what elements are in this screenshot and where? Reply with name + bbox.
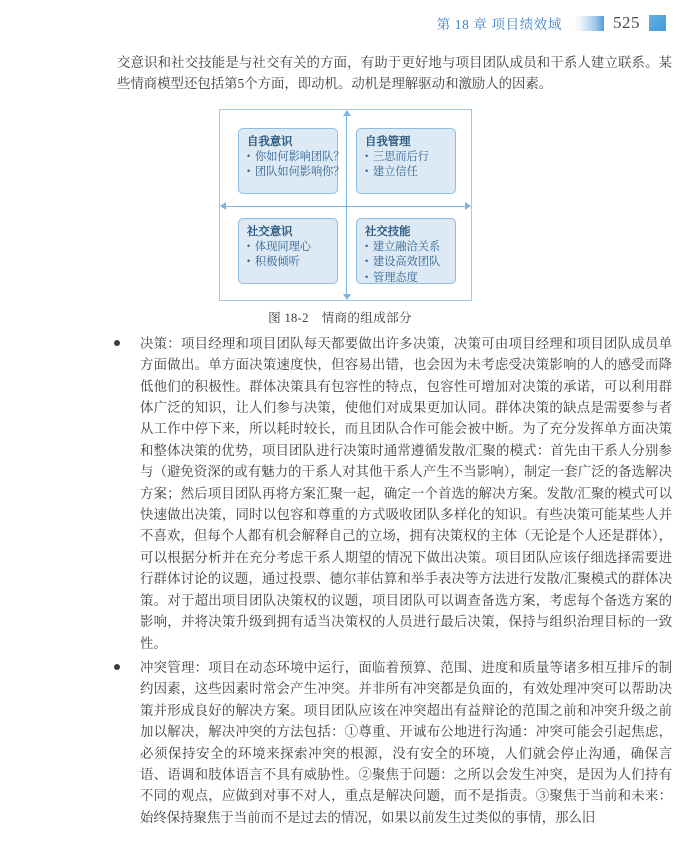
bullet-text: 冲突管理：项目在动态环境中运行，面临着预算、范围、进度和质量等诸多相互排斥的制约因素，这些因素时常会产生冲突。并非所有冲突都是负面的，有效处理冲突可以帮助决策并形成良好的解决方案。项目团队应该在冲突超出有益辩论的范围之前和冲突升级之前加以解决，解决冲突的方法包括：①尊重、开诚布公地进行沟通：冲突可能会引起焦虑，必须保持安全的环境来探索冲突的根源，没有安全的环境，人们就会停止沟通，确保言语、语调和肢体语言不具有威胁性。②聚焦于问题：之所以会发生冲突，是因为人们持有不同的观点，应做到对事不对人，重点是解决问题，而不是指责。③聚焦于当前和未来：始终保持聚焦于当前而不是过去的情况，如果以前发生过类似的事情，那么旧: [140, 659, 672, 825]
quadrant-item-list: [247, 239, 330, 270]
figure-emotional-intelligence: [0, 109, 680, 325]
list-item: • 你如何影响团队？: [247, 149, 330, 165]
quadrant-box-social-awareness: [238, 218, 338, 284]
list-item: • 建立信任: [365, 164, 448, 180]
header-gradient-bar-icon: [574, 16, 604, 31]
intro-paragraph: 交意识和社交技能是与社交有关的方面，有助于更好地与项目团队成员和干系人建立联系。某些情商模型还包括第5个方面，即动机。动机是理解驱动和激励人的因素。: [117, 55, 672, 92]
quadrant-box-social-skills: [356, 218, 456, 284]
bullet-item-conflict-management: [0, 657, 680, 828]
quadrant-item-list: [365, 239, 448, 286]
quadrant-box-self-awareness: [238, 128, 345, 194]
list-item: • 建立融洽关系: [365, 239, 448, 255]
bullet-item-decision-making: [0, 333, 680, 654]
quadrant-title: 自我意识: [247, 135, 293, 148]
quadrant-title: 自我管理: [365, 135, 411, 148]
arrow-right-icon: [465, 202, 471, 210]
list-item: • 体现同理心: [247, 239, 330, 255]
quadrant-title: 社交技能: [365, 225, 411, 238]
bullet-dot-icon: [114, 340, 120, 346]
bullet-dot-icon: [114, 664, 120, 670]
page-number: 525: [613, 13, 640, 32]
list-item: • 积极倾听: [247, 254, 330, 270]
quadrant-item-list: [247, 149, 345, 180]
header-accent-square-icon: [649, 15, 666, 31]
page-header: [0, 0, 680, 46]
horizontal-axis-line: [224, 206, 469, 207]
list-item: • 建设高效团队: [365, 254, 448, 270]
chapter-title: 第 18 章 项目绩效域: [436, 17, 562, 32]
quadrant-box-self-management: [356, 128, 456, 194]
arrow-up-icon: [343, 110, 351, 116]
figure-caption: 图 18-2 情商的组成部分: [268, 310, 412, 325]
quadrant-title: 社交意识: [247, 225, 293, 238]
arrow-left-icon: [220, 202, 226, 210]
list-item: • 三思而后行: [365, 149, 448, 165]
bullet-text: 决策：项目经理和项目团队每天都要做出许多决策，决策可由项目经理和项目团队成员单方面做出。单方面决策速度快，但容易出错，也会因为未考虑受决策影响的人的感受而降低他们的积极性。群体决策具有包容性的特点，包容性可增加对决策的承诺，可以利用群体广泛的知识，让人们参与决策，使他们对成果更加认同。群体决策的缺点是需要参与者从工作中停下来，所以耗时较长，而且团队合作可能会被中断。为了充分发挥单方面决策和整体决策的优势，项目团队进行决策时通常遵循发散/汇聚的模式：首先由干系人分别参与（避免资深的或有魅力的干系人对其他干系人产生不当影响），制定一套广泛的备选解决方案；然后项目团队再将方案汇聚一起，确定一个首选的解决方案。发散/汇聚的模式可以快速做出决策，同时以包容和尊重的方式吸收团队多样化的知识。有些决策可能某些人并不喜欢，但每个人都有机会解释自己的立场，拥有决策权的主体（无论是个人还是群体），可以根据分析并在充分考虑干系人期望的情况下做出决策。项目团队应该仔细选择需要进行群体讨论的议题，通过投票、德尔菲估算和举手表决等方法进行发散/汇聚模式的群体决策。对于超出项目团队决策权的议题，项目团队可以调查备选方案，考虑每个备选方案的影响，并将决策升级到拥有适当决策权的人员进行最后决策，保持与组织治理目标的一致性。: [140, 335, 672, 651]
quadrant-frame: [219, 109, 472, 301]
arrow-down-icon: [343, 294, 351, 300]
page-content: [0, 52, 680, 828]
quadrant-item-list: [365, 149, 448, 180]
list-item: • 团队如何影响你？: [247, 164, 330, 180]
list-item: • 管理态度: [365, 270, 448, 286]
